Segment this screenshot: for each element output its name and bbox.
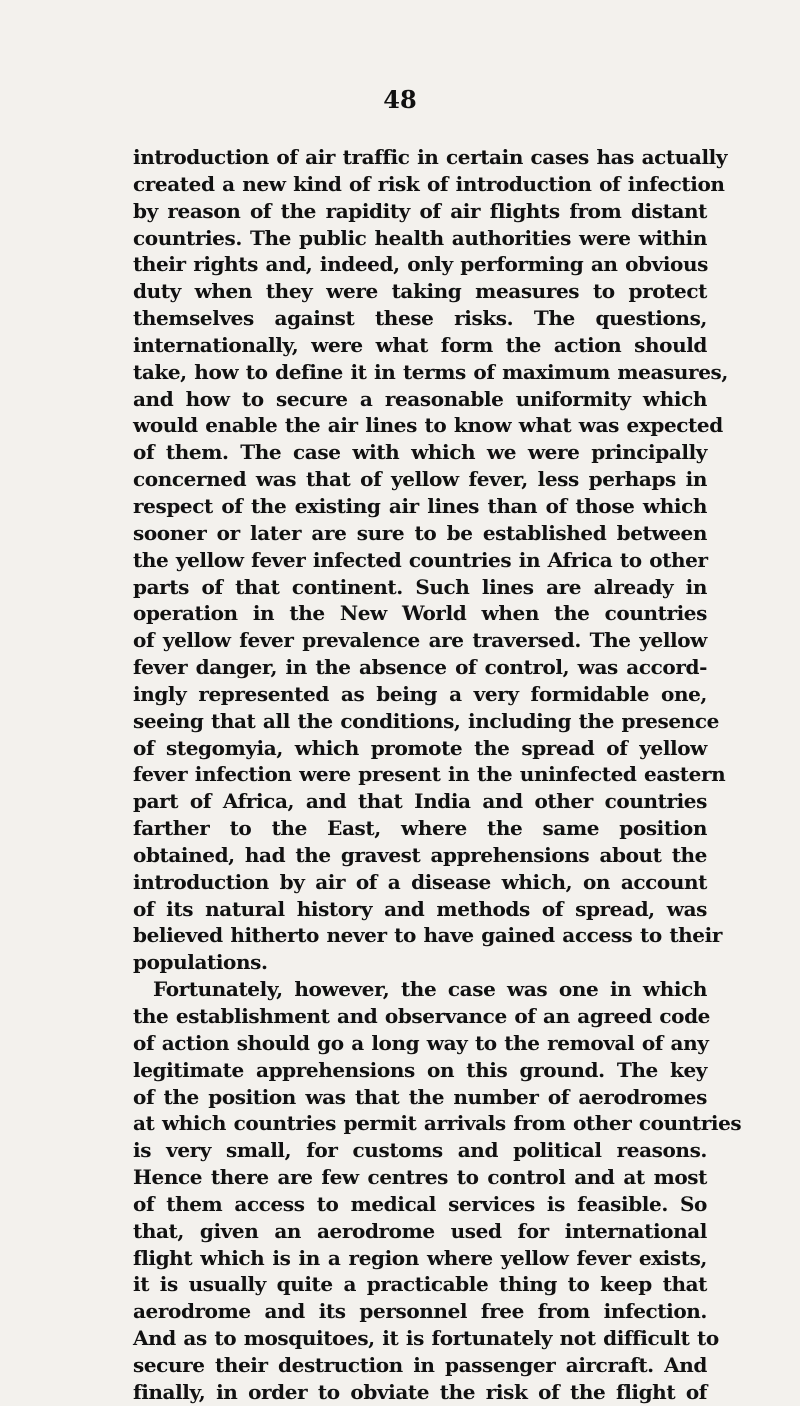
body-text bbox=[133, 144, 742, 1406]
text-line: duty when they were taking measures to protect bbox=[133, 279, 707, 304]
text-line: of them access to medical services is feasible. So bbox=[133, 1191, 707, 1216]
text-line: and how to secure a reasonable uniformity which bbox=[133, 386, 707, 411]
text-line: sooner or later are sure to be established between bbox=[133, 520, 707, 545]
text-line: would enable the air lines to know what was expected bbox=[133, 413, 723, 438]
text-line: of the position was that the number of aerodromes bbox=[133, 1084, 707, 1109]
page-number: 48 bbox=[383, 85, 417, 114]
text-line: parts of that continent. Such lines are already in bbox=[133, 574, 707, 599]
text-line: introduction by air of a disease which, on account bbox=[133, 869, 707, 894]
text-line: legitimate apprehensions on this ground. The key bbox=[133, 1057, 707, 1082]
text-line: it is usually quite a practicable thing to keep that bbox=[133, 1272, 707, 1297]
text-line: of action should go a long way to the removal of any bbox=[133, 1030, 709, 1055]
text-line: aerodrome and its personnel free from infection. bbox=[133, 1299, 707, 1324]
text-line: countries. The public health authorities were within bbox=[133, 225, 707, 250]
text-line: of yellow fever prevalence are traversed. The yellow bbox=[133, 628, 707, 653]
text-line: operation in the New World when the countries bbox=[133, 601, 707, 626]
text-line: themselves against these risks. The questions, bbox=[133, 306, 707, 331]
text-line: introduction of air traffic in certain cases has actually bbox=[133, 145, 728, 169]
text-line: of them. The case with which we were principally bbox=[133, 440, 707, 465]
text-line: flight which is in a region where yellow fever exists, bbox=[133, 1245, 707, 1270]
text-line: believed hitherto never to have gained access to their bbox=[133, 923, 722, 948]
text-line: Fortunately, however, the case was one in which bbox=[153, 977, 707, 1002]
text-line: ingly represented as being a very formidable one, bbox=[133, 681, 707, 706]
text-line: of stegomyia, which promote the spread of yellow bbox=[133, 735, 707, 760]
text-line: by reason of the rapidity of air flights from distant bbox=[133, 198, 707, 223]
text-line: internationally, were what form the action should bbox=[133, 332, 707, 357]
text-line: take, how to define it in terms of maximum measures, bbox=[133, 359, 728, 384]
text-line: of its natural history and methods of spread, was bbox=[133, 896, 707, 921]
text-line: part of Africa, and that India and other countries bbox=[133, 789, 707, 814]
text-line: fever infection were present in the uninfected eastern bbox=[133, 762, 726, 787]
text-line: finally, in order to obviate the risk of the flight of bbox=[133, 1379, 707, 1404]
text-line: is very small, for customs and political reasons. bbox=[133, 1138, 707, 1163]
text-line: obtained, had the gravest apprehensions about the bbox=[133, 842, 707, 867]
text-line: created a new kind of risk of introduction of infection bbox=[133, 171, 725, 196]
text-line: Hence there are few centres to control and at most bbox=[133, 1165, 707, 1190]
text-line: secure their destruction in passenger aircraft. And bbox=[133, 1352, 707, 1377]
text-line: concerned was that of yellow fever, less perhaps in bbox=[133, 467, 707, 492]
text-line: fever danger, in the absence of control, was accord- bbox=[133, 655, 707, 680]
text-line: farther to the East, where the same position bbox=[133, 816, 707, 841]
text-line: And as to mosquitoes, it is fortunately not difficult to bbox=[133, 1326, 719, 1351]
text-line: at which countries permit arrivals from other countries bbox=[133, 1111, 742, 1136]
text-line: the establishment and observance of an agreed code bbox=[133, 1004, 711, 1028]
text-line: seeing that all the conditions, including the presence bbox=[133, 708, 719, 733]
text-line: the yellow fever infected countries in Africa to other bbox=[133, 547, 708, 572]
text-line: their rights and, indeed, only performing an obvious bbox=[133, 252, 708, 277]
text-line: that, given an aerodrome used for international bbox=[133, 1218, 707, 1243]
text-line: respect of the existing air lines than of those which bbox=[133, 493, 707, 518]
text-line: populations. bbox=[133, 950, 268, 975]
